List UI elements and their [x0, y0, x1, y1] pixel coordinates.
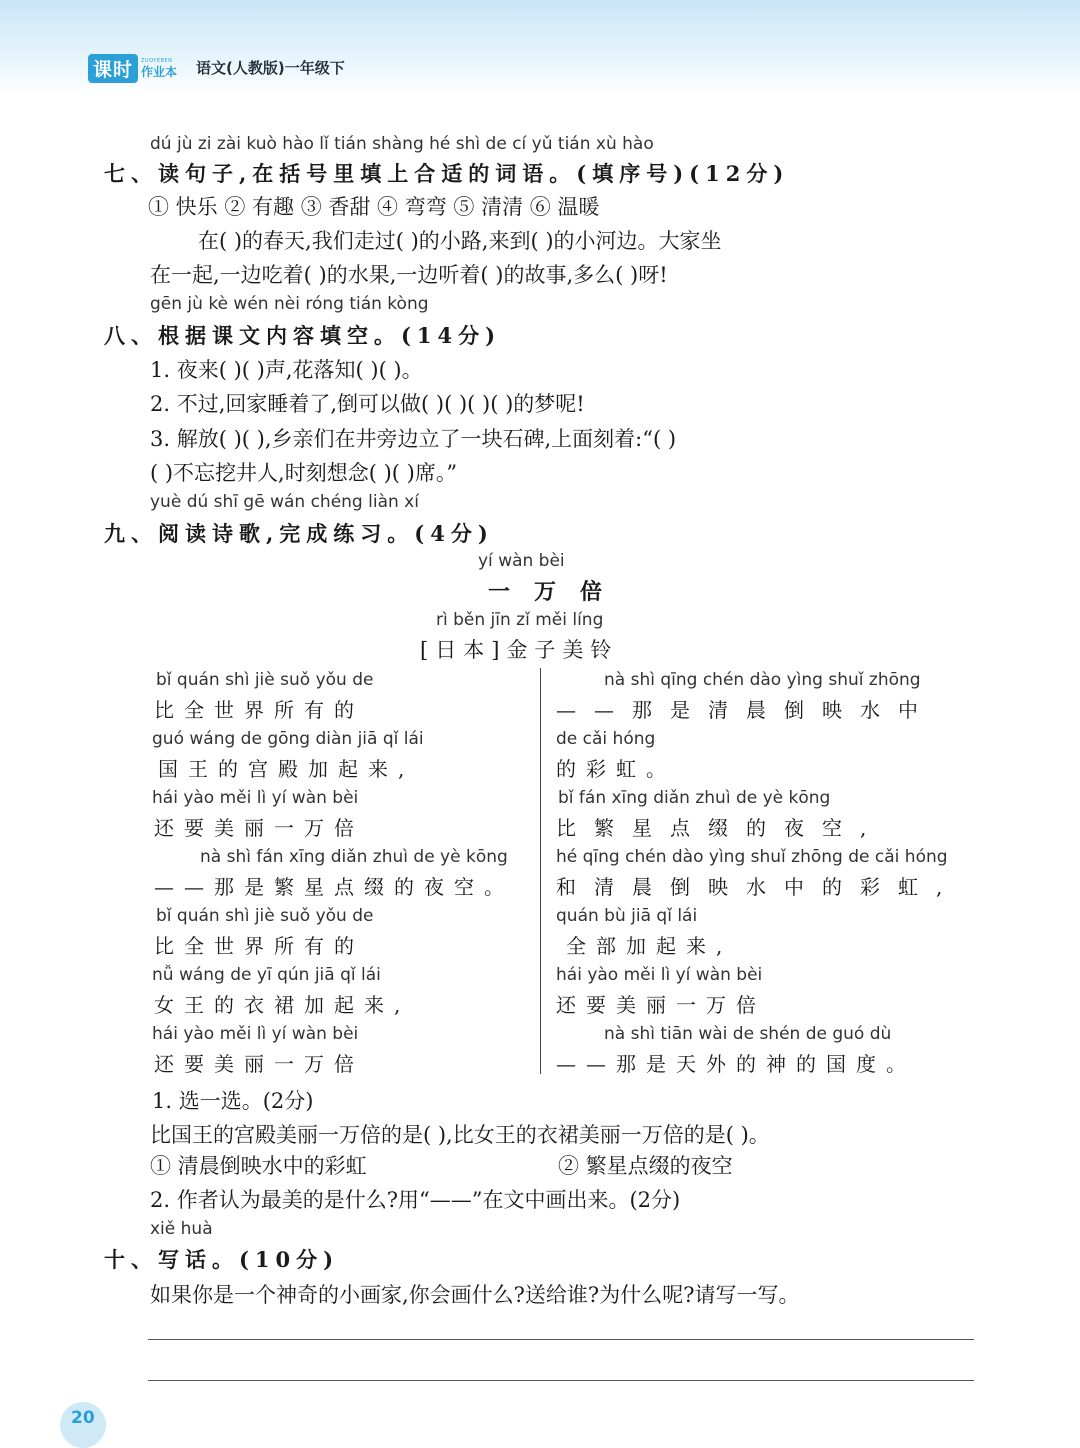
- poem-left-pinyin: bǐ quán shì jiè suǒ yǒu de: [156, 670, 374, 690]
- q9-sub1-line: 比国王的宫殿美丽一万倍的是( ),比女王的衣裙美丽一万倍的是( )。: [150, 1123, 770, 1147]
- poem-right-line: 的彩虹。: [556, 757, 676, 781]
- poem-left-line: 还要美丽一万倍: [154, 816, 364, 840]
- poem-author: [日本]金子美铃: [420, 638, 619, 662]
- poem-left-pinyin: guó wáng de gōng diàn jiā qǐ lái: [152, 729, 424, 749]
- poem-right-pinyin: de cǎi hóng: [556, 729, 656, 749]
- poem-left-pinyin: hái yào měi lì yí wàn bèi: [152, 788, 359, 808]
- logo-cn: 作业本: [141, 65, 178, 79]
- poem-left-line: 女王的衣裙加起来,: [154, 993, 411, 1017]
- poem-title: 一万倍: [488, 579, 627, 605]
- poem-right-pinyin: nà shì tiān wài de shén de guó dù: [604, 1024, 892, 1044]
- q7-pinyin: dú jù zi zài kuò hào lǐ tián shàng hé shì de cí yǔ tián xù hào: [150, 134, 654, 154]
- q8-title: 八、根据课文内容填空。(14分): [104, 323, 502, 348]
- poem-right-pinyin: hé qīng chén dào yìng shuǐ zhōng de cǎi hóng: [556, 847, 948, 867]
- q9-title: 九、阅读诗歌,完成练习。(4分): [104, 521, 494, 546]
- poem-right-line: 和清晨倒映水中的彩虹,: [556, 875, 961, 899]
- poem-right-pinyin: bǐ fán xīng diǎn zhuì de yè kōng: [558, 788, 831, 808]
- poem-author-pinyin: rì běn jīn zǐ měi líng: [436, 610, 604, 630]
- poem-left-line: 还要美丽一万倍: [154, 1052, 364, 1076]
- logo-en: ZUOYEBEN: [141, 58, 173, 64]
- poem-right-line: 还要美丽一万倍: [556, 993, 766, 1017]
- poem-right-pinyin: hái yào měi lì yí wàn bèi: [556, 965, 763, 985]
- q7-options: ① 快乐 ② 有趣 ③ 香甜 ④ 弯弯 ⑤ 清清 ⑥ 温暖: [148, 195, 600, 219]
- q7-line1: 在( )的春天,我们走过( )的小路,来到( )的小河边。大家坐: [198, 229, 722, 253]
- q9-sub2: 2. 作者认为最美的是什么?用“——”在文中画出来。(2分): [150, 1188, 681, 1212]
- q10-title: 十、写话。(10分): [104, 1247, 340, 1272]
- writing-line[interactable]: [148, 1380, 974, 1381]
- poem-right-line: 全部加起来,: [566, 934, 733, 958]
- poem-right-line: ——那是天外的神的国度。: [556, 1052, 916, 1076]
- page-number: 20: [71, 1408, 95, 1428]
- q7-line2: 在一起,一边吃着( )的水果,一边听着( )的故事,多么( )呀!: [150, 263, 668, 287]
- book-title: 语文(人教版)一年级下: [196, 59, 345, 77]
- poem-left-line: ——那是繁星点缀的夜空。: [154, 875, 514, 899]
- poem-right-line: ——那是清晨倒映水中: [556, 698, 936, 722]
- q8-line2: 2. 不过,回家睡着了,倒可以做( )( )( )( )的梦呢!: [150, 392, 585, 416]
- q8-pinyin: gēn jù kè wén nèi róng tián kòng: [150, 294, 429, 314]
- series-logo: [88, 54, 177, 83]
- logo-main: 课时: [88, 54, 138, 83]
- poem-right-line: 比繁星点缀的夜空,: [556, 816, 885, 840]
- q9-option-1: ① 清晨倒映水中的彩虹: [150, 1154, 367, 1178]
- q9-sub1: 1. 选一选。(2分): [152, 1089, 314, 1113]
- poem-column-divider: [540, 668, 541, 1074]
- q7-title: 七、读句子,在括号里填上合适的词语。(填序号)(12分): [104, 161, 790, 186]
- poem-right-pinyin: nà shì qīng chén dào yìng shuǐ zhōng: [604, 670, 921, 690]
- poem-left-line: 比全世界所有的: [154, 698, 364, 722]
- poem-right-pinyin: quán bù jiā qǐ lái: [556, 906, 698, 926]
- q9-option-2: ② 繁星点缀的夜空: [558, 1154, 733, 1178]
- poem-left-pinyin: bǐ quán shì jiè suǒ yǒu de: [156, 906, 374, 926]
- poem-left-line: 国王的宫殿加起来,: [158, 757, 415, 781]
- q8-line1: 1. 夜来( )( )声,花落知( )( )。: [150, 358, 423, 382]
- q8-line3: 3. 解放( )( ),乡亲们在井旁边立了一块石碑,上面刻着:“( ): [150, 427, 677, 451]
- q9-pinyin: yuè dú shī gē wán chéng liàn xí: [150, 492, 419, 512]
- writing-line[interactable]: [148, 1339, 974, 1340]
- poem-left-line: 比全世界所有的: [154, 934, 364, 958]
- q10-prompt: 如果你是一个神奇的小画家,你会画什么?送给谁?为什么呢?请写一写。: [150, 1283, 800, 1307]
- poem-title-pinyin: yí wàn bèi: [478, 551, 565, 571]
- poem-left-pinyin: nà shì fán xīng diǎn zhuì de yè kōng: [200, 847, 508, 867]
- poem-left-pinyin: nǚ wáng de yī qún jiā qǐ lái: [152, 965, 381, 985]
- q10-pinyin: xiě huà: [150, 1219, 213, 1239]
- poem-left-pinyin: hái yào měi lì yí wàn bèi: [152, 1024, 359, 1044]
- q8-line4: ( )不忘挖井人,时刻想念( )( )席。”: [150, 461, 458, 485]
